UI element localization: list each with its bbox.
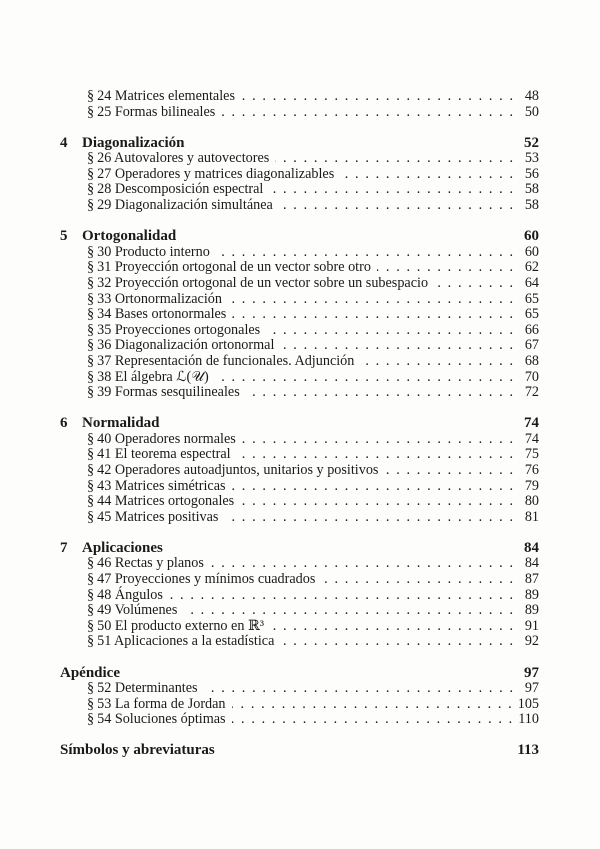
dot-leader [269, 182, 513, 198]
page-number: 65 [524, 290, 539, 307]
page-number: 105 [517, 695, 539, 712]
toc-section-entry[interactable] [60, 307, 539, 323]
chapter-number: 7 [60, 539, 68, 556]
dot-leader [240, 494, 513, 510]
section-symbol: § [87, 711, 95, 728]
section-title: 47 Proyecciones y mínimos cuadrados [97, 571, 316, 588]
section-title: 37 Representación de funcionales. Adjunción [97, 352, 355, 369]
page-number: 70 [524, 368, 539, 385]
page-number: 50 [524, 103, 539, 120]
section-title: 43 Matrices simétricas [97, 477, 226, 494]
page-number: 110 [518, 711, 539, 728]
page-number: 87 [524, 571, 539, 588]
page-number: 62 [524, 259, 539, 276]
section-title: 54 Soluciones óptimas [97, 711, 226, 728]
section-title: 31 Proyección ortogonal de un vector sobre otro [97, 259, 371, 276]
section-title: 30 Producto interno [97, 243, 210, 260]
section-title: 41 El teorema espectral [97, 446, 231, 463]
page-number: 89 [524, 586, 539, 603]
toc-section-entry[interactable] [60, 260, 539, 276]
dot-leader [215, 370, 513, 386]
toc-section-entry[interactable] [60, 105, 539, 121]
section-symbol: § [87, 384, 95, 401]
chapter-number: 6 [60, 415, 68, 432]
page-number: 91 [524, 617, 539, 634]
page-number: 60 [524, 228, 539, 245]
section-symbol: § [87, 633, 95, 650]
toc-section-entry[interactable] [60, 338, 539, 354]
section-title: 38 El álgebra ℒ(𝒰) [97, 368, 209, 385]
dot-leader [280, 634, 513, 650]
section-symbol: § [87, 88, 95, 104]
chapter-number: 5 [60, 228, 68, 245]
toc-section-entry[interactable] [60, 432, 539, 448]
section-title: 39 Formas sesquilineales [97, 384, 240, 401]
toc-section-entry[interactable] [60, 276, 539, 292]
dot-leader [232, 697, 512, 713]
dot-leader [340, 167, 513, 183]
toc-section-entry[interactable] [60, 182, 539, 198]
toc-section-entry[interactable] [60, 697, 539, 713]
section-symbol: § [87, 321, 95, 338]
section-title: 36 Diagonalización ortonormal [97, 337, 275, 354]
dot-leader [221, 105, 513, 121]
section-symbol: § [87, 274, 95, 291]
toc-section-entry[interactable] [60, 588, 539, 604]
page-number: 79 [524, 477, 539, 494]
toc-section-entry[interactable] [60, 479, 539, 495]
page-number: 92 [524, 633, 539, 650]
toc-chapter-entry[interactable] [60, 541, 539, 557]
page-number: 48 [524, 88, 539, 104]
page-number: 66 [524, 321, 539, 338]
page-number: 97 [524, 680, 539, 697]
section-title: 42 Operadores autoadjuntos, unitarios y positivos [97, 461, 379, 478]
toc-section-entry[interactable] [60, 681, 539, 697]
section-symbol: § [87, 181, 95, 198]
table-of-contents [60, 89, 539, 759]
section-title: 46 Rectas y planos [97, 555, 204, 572]
toc-chapter-entry[interactable] [60, 229, 539, 245]
section-title: 44 Matrices ortogonales [97, 493, 235, 510]
section-symbol: § [87, 493, 95, 510]
toc-section-entry[interactable] [60, 198, 539, 214]
toc-section-entry[interactable] [60, 447, 539, 463]
toc-section-entry[interactable] [60, 354, 539, 370]
dot-leader [224, 510, 513, 526]
section-title: 45 Matrices positivas [97, 508, 219, 525]
page-number: 58 [524, 181, 539, 198]
section-symbol: § [87, 461, 95, 478]
page-number: 56 [524, 165, 539, 182]
dot-leader [384, 463, 513, 479]
toc-section-entry[interactable] [60, 463, 539, 479]
section-title: 26 Autovalores y autovectores [97, 150, 270, 167]
section-symbol: § [87, 103, 95, 120]
page-number: 76 [524, 461, 539, 478]
page-number: 80 [524, 493, 539, 510]
dot-leader [210, 556, 513, 572]
section-symbol: § [87, 446, 95, 463]
toc-chapter-entry[interactable] [60, 416, 539, 432]
chapter-title: Apéndice [60, 664, 120, 681]
section-symbol: § [87, 602, 95, 619]
section-title: 32 Proyección ortogonal de un vector sobre un subespacio [97, 274, 429, 291]
toc-section-entry[interactable] [60, 292, 539, 308]
dot-leader [232, 307, 513, 323]
page-number: 84 [524, 539, 539, 556]
chapter-title: Aplicaciones [82, 539, 163, 556]
section-title: 35 Proyecciones ortogonales [97, 321, 261, 338]
section-symbol: § [87, 430, 95, 447]
section-symbol: § [87, 555, 95, 572]
section-title: 25 Formas bilineales [97, 103, 216, 120]
section-symbol: § [87, 368, 95, 385]
section-symbol: § [87, 477, 95, 494]
toc-section-entry[interactable] [60, 572, 539, 588]
section-title: 48 Ángulos [97, 586, 163, 603]
dot-leader [270, 619, 513, 635]
section-title: 29 Diagonalización simultánea [97, 197, 273, 214]
section-title: 51 Aplicaciones a la estadística [97, 633, 275, 650]
dot-leader [266, 323, 513, 339]
page-number: 81 [524, 508, 539, 525]
section-title: 33 Ortonormalización [97, 290, 222, 307]
dot-leader [204, 681, 513, 697]
section-title: 40 Operadores normales [97, 430, 236, 447]
section-title: 28 Descomposición espectral [97, 181, 264, 198]
toc-section-entry[interactable] [60, 603, 539, 619]
toc-section-entry[interactable] [60, 619, 539, 635]
dot-leader [280, 338, 513, 354]
toc-section-entry[interactable] [60, 89, 539, 105]
page-number: 58 [524, 197, 539, 214]
dot-leader [377, 260, 513, 276]
dot-leader [279, 198, 513, 214]
page-number: 74 [524, 415, 539, 432]
section-symbol: § [87, 508, 95, 525]
dot-leader [183, 603, 513, 619]
chapter-title: Diagonalización [82, 134, 185, 151]
toc-section-entry[interactable] [60, 634, 539, 650]
section-title: 24 Matrices elementales [97, 88, 235, 104]
toc-chapter-entry[interactable] [60, 666, 539, 682]
dot-leader [169, 588, 513, 604]
chapter-title: Símbolos y abreviaturas [60, 742, 215, 759]
section-symbol: § [87, 150, 95, 167]
toc-section-entry[interactable] [60, 245, 539, 261]
section-symbol: § [87, 259, 95, 276]
page-number: 84 [524, 555, 539, 572]
page-number: 68 [524, 352, 539, 369]
toc-section-entry[interactable] [60, 510, 539, 526]
page-number: 52 [524, 134, 539, 151]
page-number: 64 [524, 274, 539, 291]
section-symbol: § [87, 695, 95, 712]
chapter-title: Normalidad [82, 415, 160, 432]
toc-section-entry[interactable] [60, 712, 539, 728]
toc-section-entry[interactable] [60, 370, 539, 386]
toc-chapter-entry[interactable] [60, 743, 539, 759]
section-title: 50 El producto externo en ℝ³ [97, 617, 265, 634]
toc-section-entry[interactable] [60, 494, 539, 510]
dot-leader [216, 245, 513, 261]
page-number: 113 [517, 742, 539, 759]
toc-section-entry[interactable] [60, 385, 539, 401]
page-number: 60 [524, 243, 539, 260]
section-title: 49 Volúmenes [97, 602, 178, 619]
section-symbol: § [87, 306, 95, 323]
section-symbol: § [87, 586, 95, 603]
dot-leader [246, 385, 513, 401]
section-symbol: § [87, 165, 95, 182]
toc-section-entry[interactable] [60, 323, 539, 339]
section-symbol: § [87, 197, 95, 214]
section-symbol: § [87, 571, 95, 588]
section-title: 52 Determinantes [97, 680, 198, 697]
section-symbol: § [87, 290, 95, 307]
dot-leader [232, 479, 513, 495]
dot-leader [237, 447, 513, 463]
page-number: 67 [524, 337, 539, 354]
section-title: 27 Operadores y matrices diagonalizables [97, 165, 335, 182]
section-symbol: § [87, 352, 95, 369]
chapter-number: 4 [60, 134, 68, 151]
page-number: 97 [524, 664, 539, 681]
toc-section-entry[interactable] [60, 167, 539, 183]
section-symbol: § [87, 243, 95, 260]
dot-leader [242, 432, 513, 448]
section-symbol: § [87, 680, 95, 697]
dot-leader [228, 292, 513, 308]
page-number: 75 [524, 446, 539, 463]
chapter-title: Ortogonalidad [82, 228, 177, 245]
toc-section-entry[interactable] [60, 556, 539, 572]
section-title: 53 La forma de Jordan [97, 695, 226, 712]
dot-leader [232, 712, 513, 728]
dot-leader [321, 572, 513, 588]
page-number: 65 [524, 306, 539, 323]
toc-section-entry[interactable] [60, 151, 539, 167]
page-number: 89 [524, 602, 539, 619]
page-number: 74 [524, 430, 539, 447]
dot-leader [275, 151, 513, 167]
page-number: 72 [524, 384, 539, 401]
section-symbol: § [87, 337, 95, 354]
section-title: 34 Bases ortonormales [97, 306, 227, 323]
dot-leader [360, 354, 513, 370]
dot-leader [241, 89, 513, 105]
toc-chapter-entry[interactable] [60, 136, 539, 152]
section-symbol: § [87, 617, 95, 634]
page-number: 53 [524, 150, 539, 167]
dot-leader [434, 276, 513, 292]
